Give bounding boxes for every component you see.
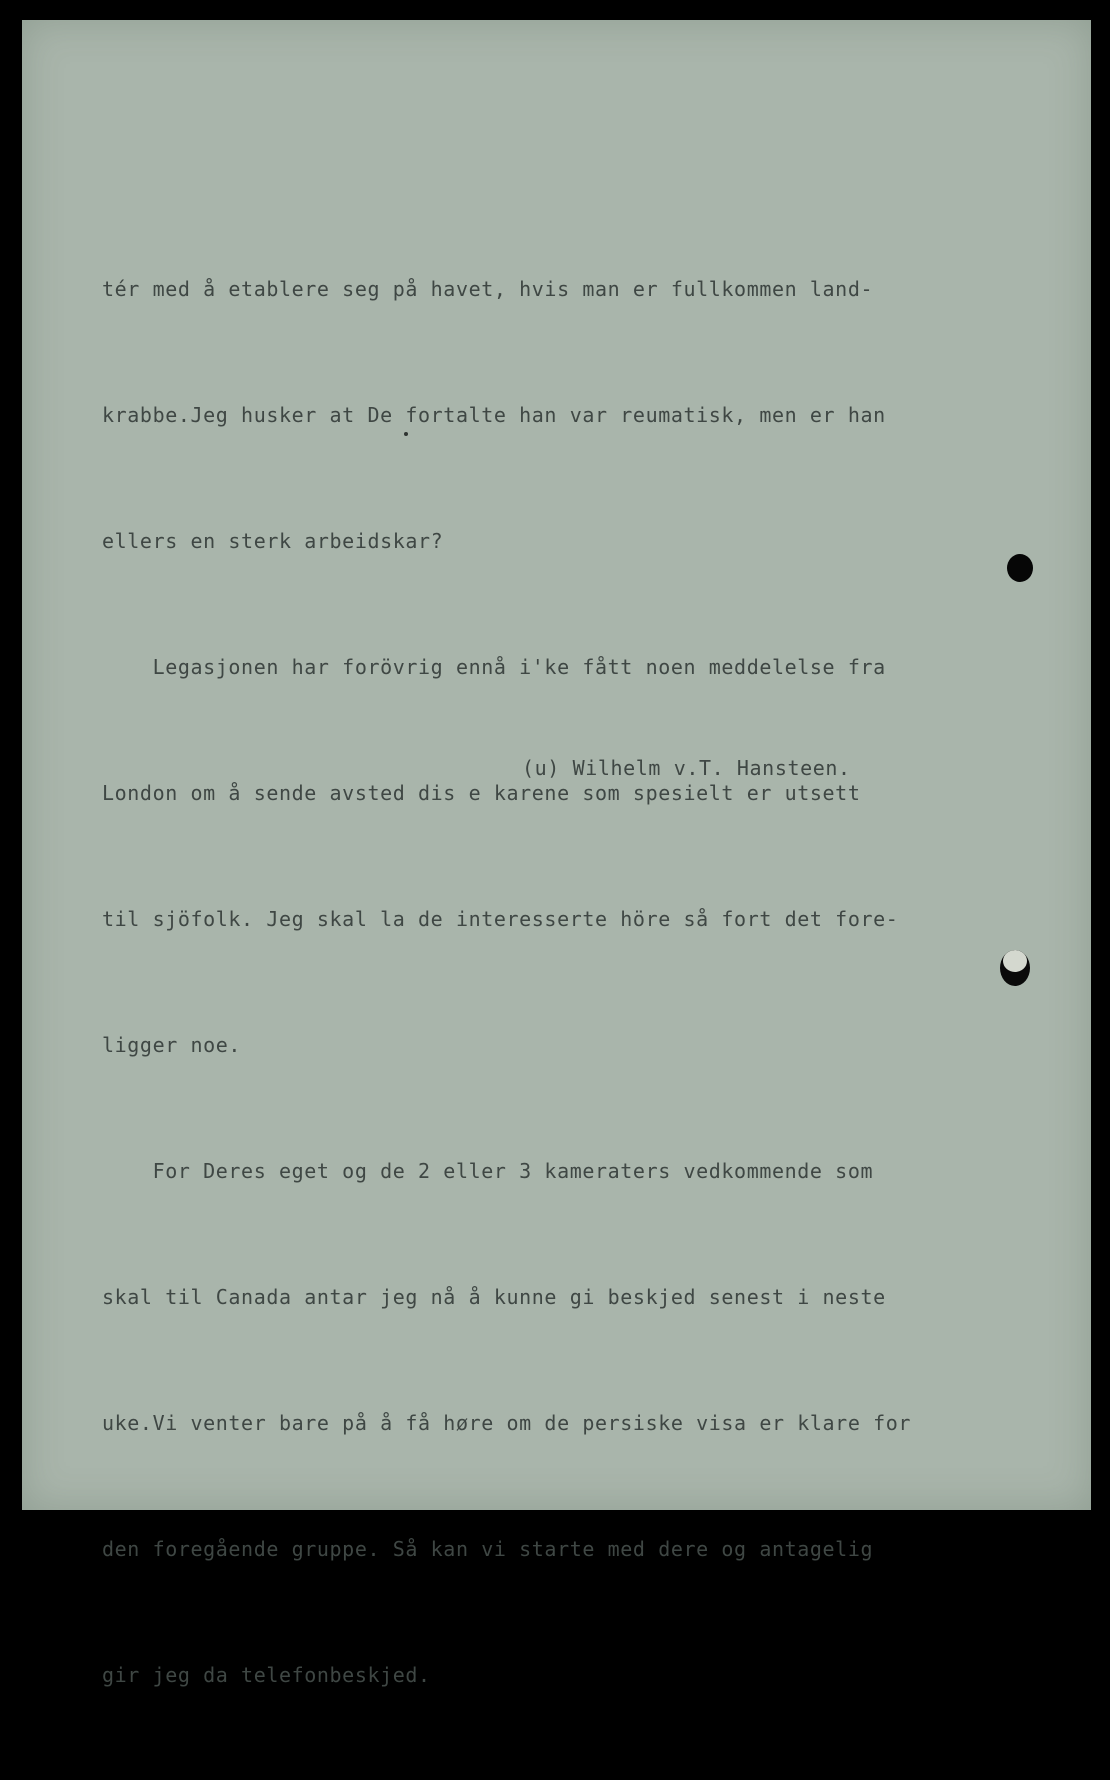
- signature: (u) Wilhelm v.T. Hansteen.: [522, 756, 851, 780]
- letter-line: For Deres eget og de 2 eller 3 kameraters vedkommende som: [102, 1159, 874, 1183]
- punch-hole-top: [1007, 554, 1033, 582]
- letter-line: skal til Canada antar jeg nå å kunne gi beskjed senest i neste: [102, 1285, 886, 1309]
- letter-line: ligger noe.: [102, 1033, 242, 1057]
- letter-line: London om å sende avsted dis e karene som spesielt er utsett: [102, 781, 861, 805]
- letter-line: tér med å etablere seg på havet, hvis man er fullkommen land-: [102, 277, 874, 301]
- letter-line: den foregående gruppe. Så kan vi starte med dere og antagelig: [102, 1537, 874, 1561]
- letter-line: uke.Vi venter bare på å få høre om de persiske visa er klare for: [102, 1411, 912, 1435]
- letter-line: ellers en sterk arbeidskar?: [102, 529, 444, 553]
- letter-line: Legasjonen har forövrig ennå i'ke fått noen meddelelse fra: [102, 655, 886, 679]
- punch-hole-bottom: [1000, 950, 1030, 986]
- letter-line: til sjöfolk. Jeg skal la de interesserte höre så fort det fore-: [102, 907, 899, 931]
- letter-line: gir jeg da telefonbeskjed.: [102, 1663, 431, 1687]
- letter-line: krabbe.Jeg husker at De fortalte han var reumatisk, men er han: [102, 403, 886, 427]
- letter-body: [102, 184, 911, 1780]
- letter-page: [22, 20, 1091, 1687]
- ink-speck: [404, 432, 408, 436]
